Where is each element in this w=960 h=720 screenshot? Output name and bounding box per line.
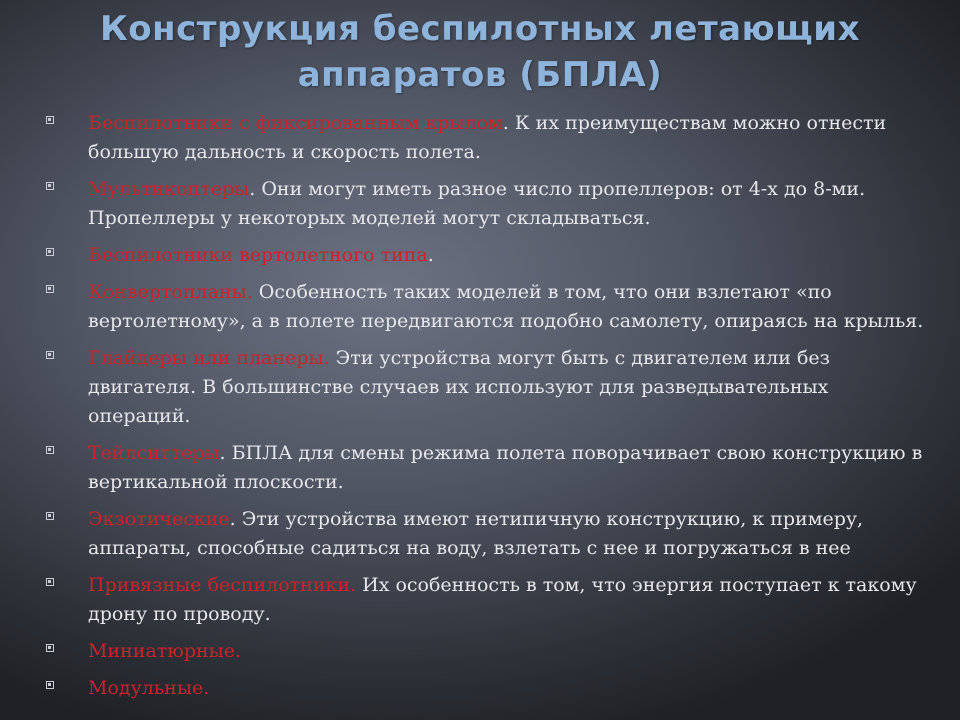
- item-term: Беспилотники с фиксированным крылом: [88, 112, 503, 134]
- list-item: [46, 344, 926, 431]
- item-text: . Они могут иметь разное число пропеллеров: от 4-х до 8-ми. Пропеллеры у некоторых моделей могут складываться.: [88, 178, 866, 229]
- square-bullet-icon: [46, 285, 54, 293]
- item-text: .: [427, 244, 434, 266]
- square-bullet-icon: [46, 681, 54, 689]
- item-term: Глайдеры или планеры.: [88, 347, 330, 369]
- item-text: Их особенность в том, что энергия поступает к такому дрону по проводу.: [88, 574, 917, 625]
- list-item: [46, 109, 926, 167]
- item-term: Конвертопланы.: [88, 281, 253, 303]
- list-item: [46, 571, 926, 629]
- item-text: . Эти устройства имеют нетипичную конструкцию, к примеру, аппараты, способные садиться на воду, взлетать с нее и погружаться в нее: [88, 508, 864, 559]
- square-bullet-icon: [46, 578, 54, 586]
- item-text: Эти устройства могут быть с двигателем или без двигателя. В большинстве случаев их используют для разведывательных операций.: [88, 347, 830, 427]
- item-term: Беспилотники вертолетного типа: [88, 244, 428, 266]
- square-bullet-icon: [46, 446, 54, 454]
- square-bullet-icon: [46, 182, 54, 190]
- bullet-list: [46, 109, 926, 711]
- item-term: Миниатюрные.: [88, 640, 242, 662]
- item-term: Мультикоптеры: [88, 178, 250, 200]
- item-term: Модульные.: [88, 677, 210, 699]
- list-item: [46, 439, 926, 497]
- list-item: [46, 674, 926, 703]
- item-text: . К их преимуществам можно отнести большую дальность и скорость полета.: [88, 112, 887, 163]
- square-bullet-icon: [46, 644, 54, 652]
- square-bullet-icon: [46, 248, 54, 256]
- list-item: [46, 175, 926, 233]
- item-text: Особенность таких моделей в том, что они взлетают «по вертолетному», а в полете передвигаются подобно самолету, опираясь на крылья.: [88, 281, 924, 332]
- slide-title: Конструкция беспилотных летающих аппаратов (БПЛА): [99, 9, 860, 95]
- list-item: [46, 278, 926, 336]
- item-term: Экзотические: [88, 508, 230, 530]
- item-text: . БПЛА для смены режима полета поворачивает свою конструкцию в вертикальной плоскости.: [88, 442, 923, 493]
- square-bullet-icon: [46, 116, 54, 124]
- square-bullet-icon: [46, 351, 54, 359]
- square-bullet-icon: [46, 512, 54, 520]
- item-term: Привязные беспилотники.: [88, 574, 357, 596]
- item-term: Тейлситтеры: [88, 442, 220, 464]
- list-item: [46, 505, 926, 563]
- list-item: [46, 241, 926, 270]
- list-item: [46, 637, 926, 666]
